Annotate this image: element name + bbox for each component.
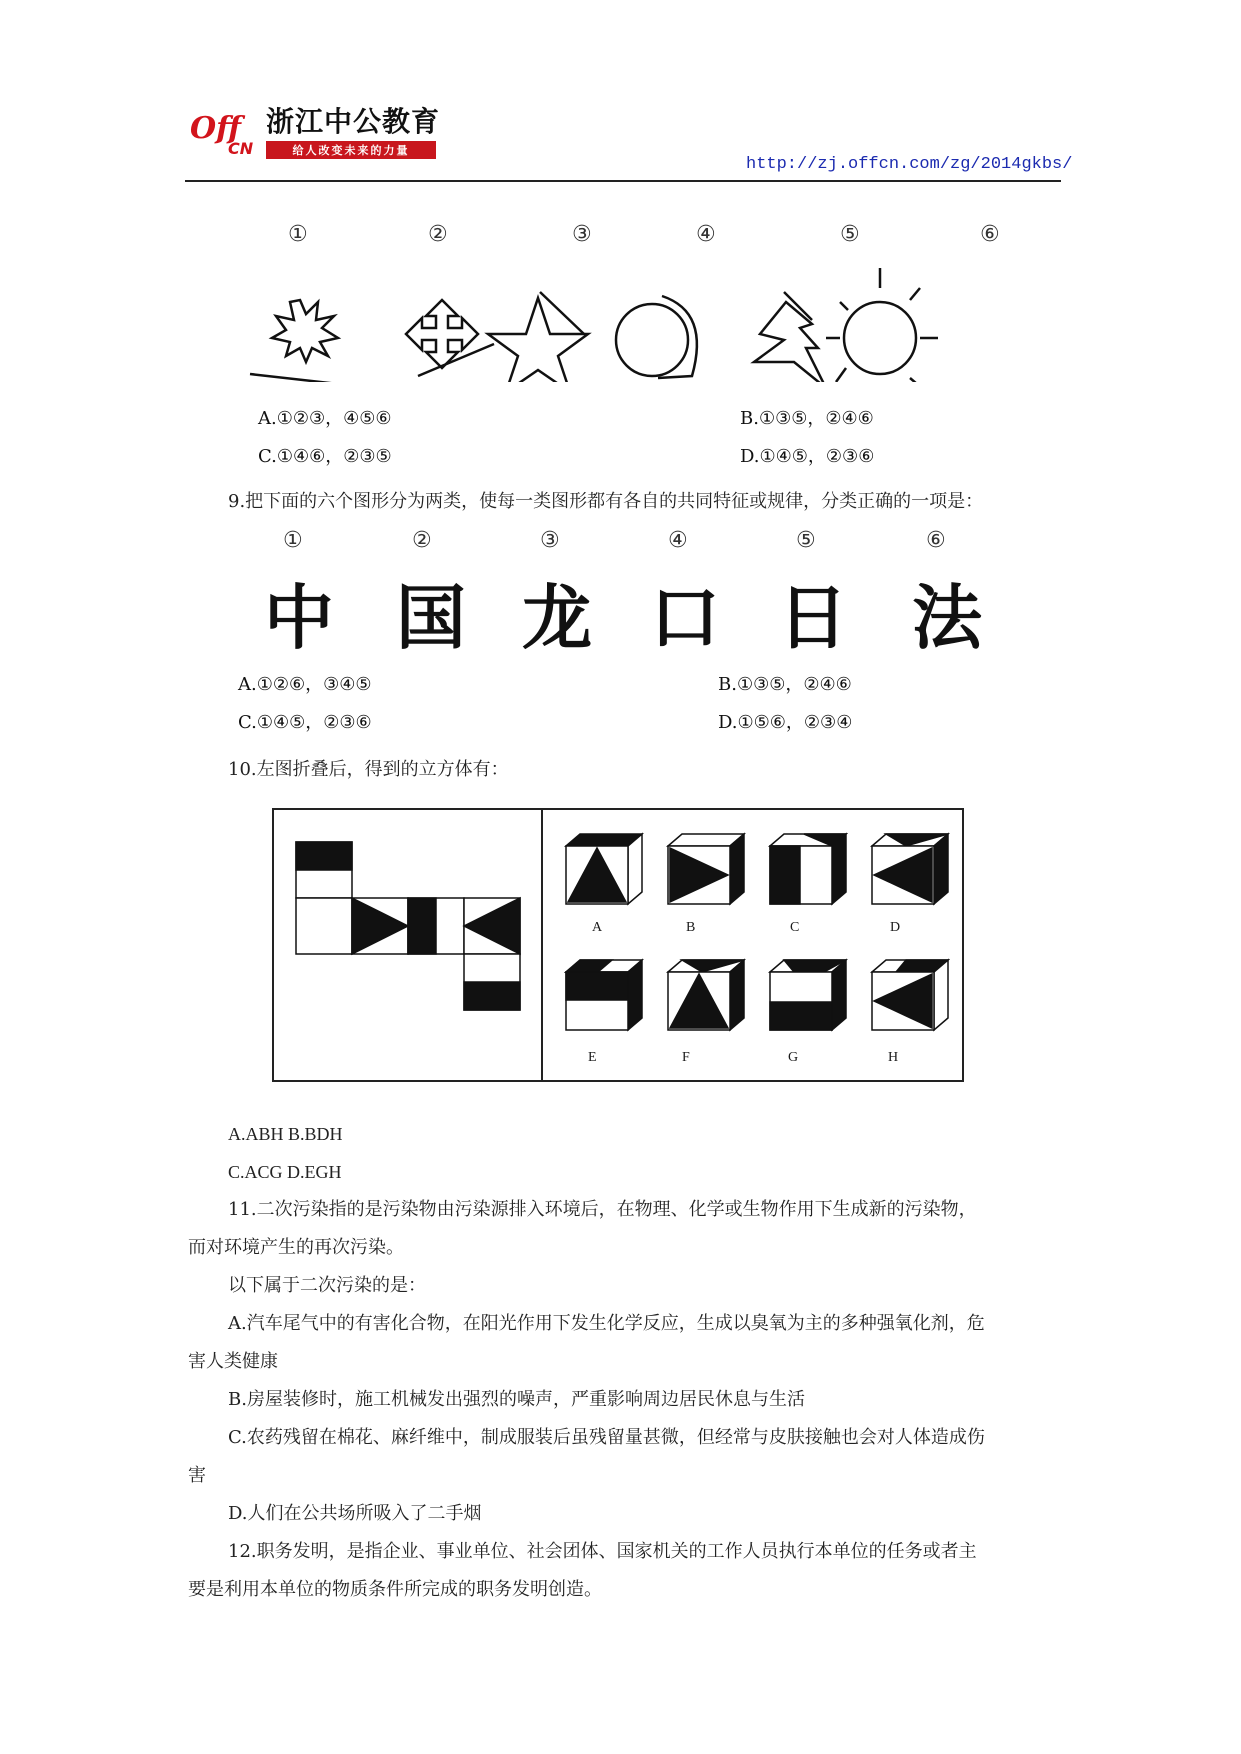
svg-text:CN: CN	[228, 139, 254, 158]
q9-num-1: ①	[283, 528, 303, 553]
q9-stem: 9.把下面的六个图形分为两类，使每一类图形都有各自的共同特征或规律，分类正确的一项是：	[228, 491, 984, 512]
q12-stem-line1: 12.职务发明，是指企业、事业单位、社会团体、国家机关的工作人员执行本单位的任务或者主	[228, 1541, 977, 1562]
q9-num-6: ⑥	[926, 528, 946, 553]
cube-c	[770, 834, 846, 904]
cube-h	[872, 960, 948, 1030]
q8-num-1: ①	[288, 222, 308, 247]
cube-label-h: H	[888, 1050, 899, 1065]
q9-char-2: 国	[396, 577, 466, 659]
q9-num-4: ④	[668, 528, 688, 553]
q12-stem-line2: 要是利用本单位的物质条件所完成的职务发明创造。	[188, 1579, 602, 1600]
q11-question: 以下属于二次污染的是：	[228, 1275, 426, 1296]
q10-options-line1[interactable]: A.ABH B.BDH	[228, 1124, 343, 1144]
q8-option-b[interactable]: B.①③⑤，②④⑥	[740, 408, 874, 429]
circle-figure	[616, 304, 688, 376]
q8-num-4: ④	[696, 222, 716, 247]
q9-num-5: ⑤	[796, 528, 816, 553]
q11-stem-line1: 11.二次污染指的是污染物由污染源排入环境后，在物理、化学或生物作用下生成新的污染物，	[228, 1199, 977, 1220]
cube-b	[668, 834, 744, 904]
q8-num-2: ②	[428, 222, 448, 247]
slogan: 给人改变未来的力量	[292, 144, 410, 157]
q11-option-d[interactable]: D.人们在公共场所吸入了二手烟	[228, 1503, 482, 1524]
cube-g	[770, 960, 846, 1030]
cube-label-b: B	[686, 920, 696, 935]
q8-num-6: ⑥	[980, 222, 1000, 247]
q11-option-a-line2[interactable]: 害人类健康	[188, 1351, 278, 1372]
q10-options-line2[interactable]: C.ACG D.EGH	[228, 1162, 342, 1182]
q8-option-c[interactable]: C.①④⑥，②③⑤	[258, 446, 392, 467]
cube-label-a: A	[592, 920, 603, 935]
header-divider	[185, 180, 1061, 182]
cube-label-g: G	[788, 1050, 799, 1065]
q9-char-1: 中	[264, 577, 334, 659]
q9-option-b[interactable]: B.①③⑤，②④⑥	[718, 674, 852, 695]
q8-option-a[interactable]: A.①②③，④⑤⑥	[258, 408, 392, 429]
q10-cubes	[560, 830, 960, 1080]
q8-figures	[240, 252, 1060, 382]
svg-text:Off: Off	[190, 111, 241, 146]
brand-name: 浙江中公教育	[266, 105, 441, 138]
q11-option-c-line2[interactable]: 害	[188, 1465, 206, 1486]
cube-a	[566, 834, 642, 904]
header-url[interactable]: http://zj.offcn.com/zg/2014gkbs/	[746, 155, 1073, 174]
q9-char-6: 法	[912, 577, 982, 659]
offcn-logo-icon	[188, 100, 266, 160]
q9-option-a[interactable]: A.①②⑥，③④⑤	[238, 674, 372, 695]
cube-d	[872, 834, 948, 904]
q8-num-3: ③	[572, 222, 592, 247]
four-arrow-figure	[406, 300, 478, 368]
cube-e	[566, 960, 642, 1030]
q11-option-c-line1[interactable]: C.农药残留在棉花、麻纤维中，制成服装后虽残留量甚微，但经常与皮肤接触也会对人体造成伤	[228, 1427, 985, 1448]
q11-option-b[interactable]: B.房屋装修时，施工机械发出强烈的噪声，严重影响周边居民休息与生活	[228, 1389, 805, 1410]
q8-option-d[interactable]: D.①④⑤，②③⑥	[740, 446, 875, 467]
lightning-figure	[754, 302, 826, 382]
starburst-figure	[272, 300, 338, 362]
q11-option-a-line1[interactable]: A.汽车尾气中的有害化合物，在阳光作用下发生化学反应，生成以臭氧为主的多种强氧化剂，危	[228, 1313, 985, 1334]
q8-num-5: ⑤	[840, 222, 860, 247]
q9-num-3: ③	[540, 528, 560, 553]
cube-label-c: C	[790, 920, 800, 935]
star-figure	[488, 298, 588, 382]
q9-option-c[interactable]: C.①④⑤，②③⑥	[238, 712, 372, 733]
cube-f	[668, 960, 744, 1030]
cube-label-d: D	[890, 920, 901, 935]
logo	[188, 100, 266, 164]
q8-figure-row	[240, 222, 1060, 382]
q9-char-3: 龙	[522, 577, 592, 659]
q9-char-4: 口	[650, 577, 720, 659]
q9-num-2: ②	[412, 528, 432, 553]
cube-label-e: E	[588, 1050, 597, 1065]
q9-option-d[interactable]: D.①⑤⑥，②③④	[718, 712, 853, 733]
cube-label-f: F	[682, 1050, 690, 1065]
sun-figure	[844, 302, 916, 374]
q10-stem: 10.左图折叠后，得到的立方体有：	[228, 759, 509, 780]
q9-char-5: 日	[778, 577, 848, 659]
q11-stem-line2: 而对环境产生的再次污染。	[188, 1237, 404, 1258]
